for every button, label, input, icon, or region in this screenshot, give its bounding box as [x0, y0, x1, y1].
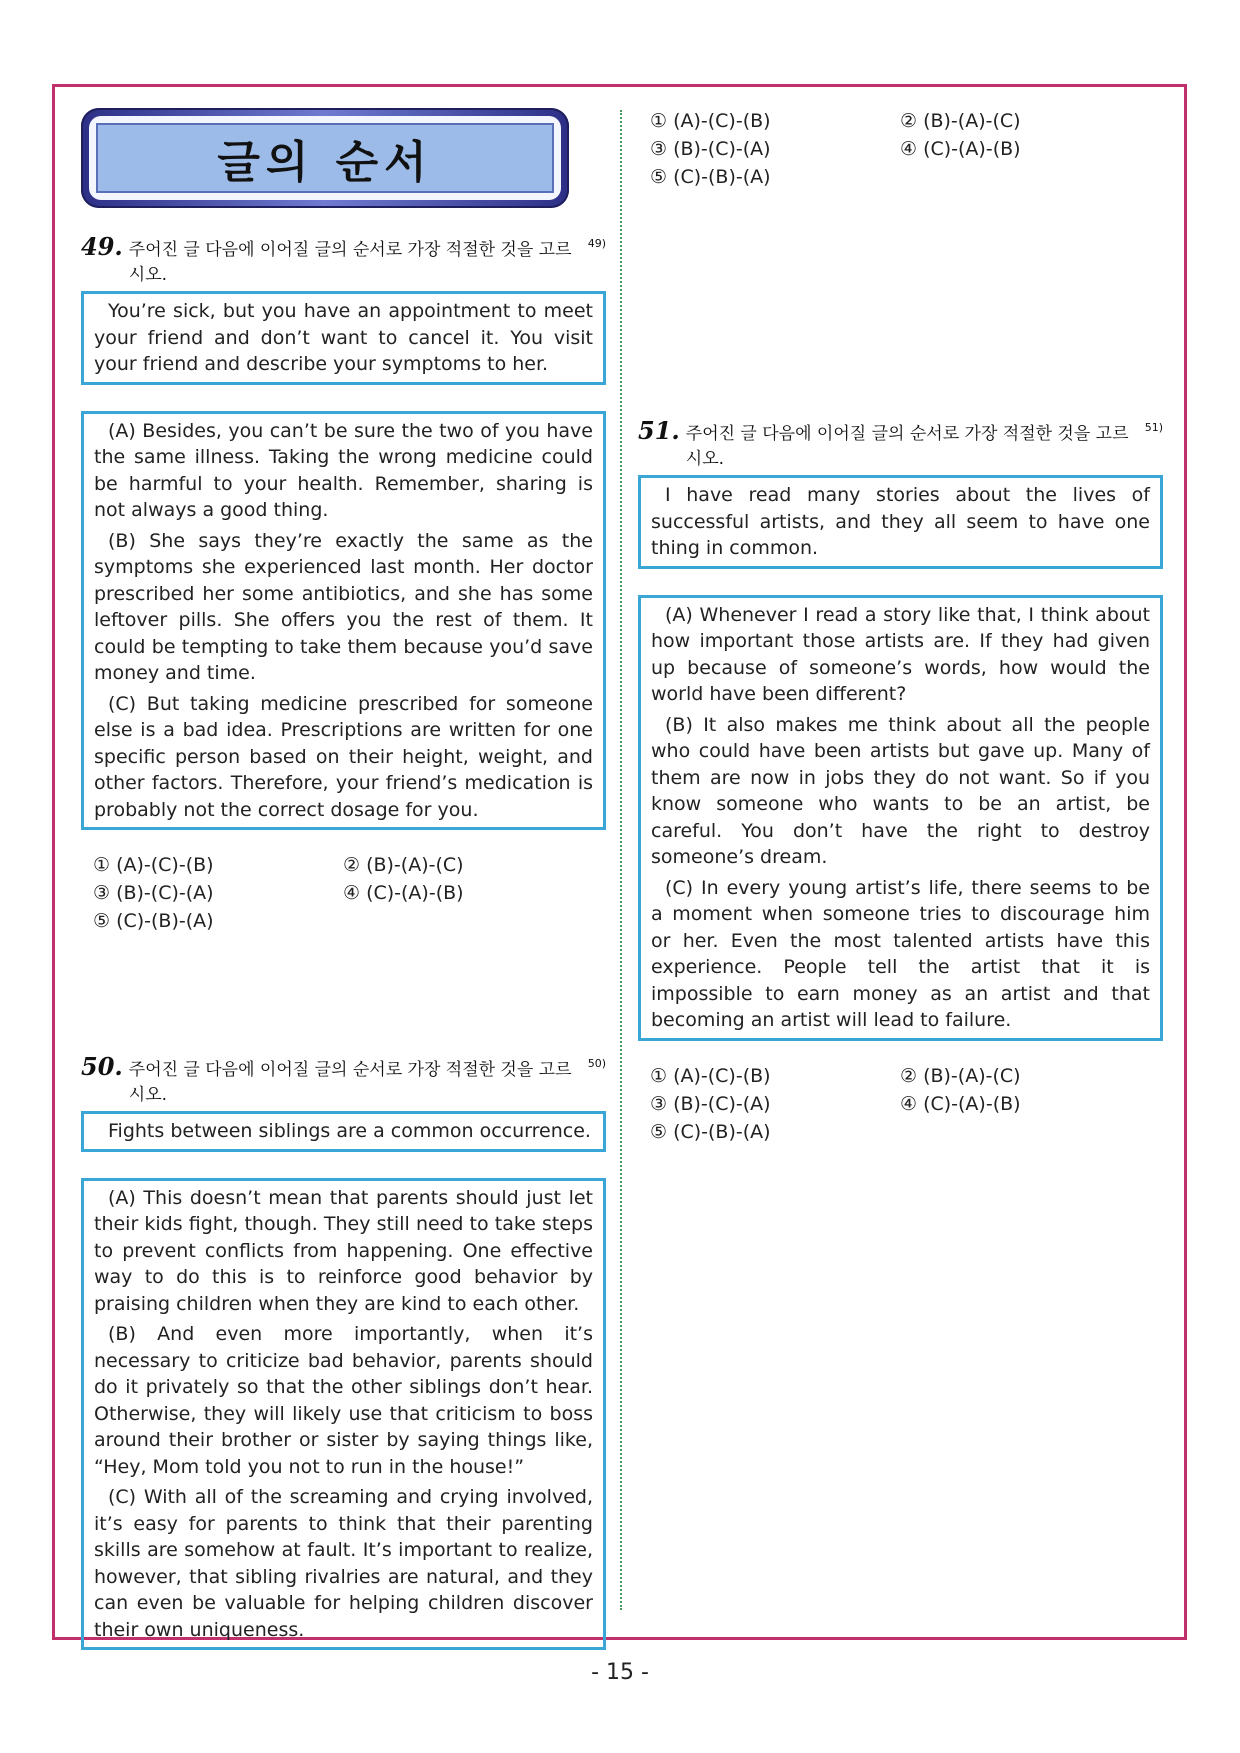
choice-3[interactable]: ③ (B)-(C)-(A) [93, 882, 214, 904]
question-number: 51. [638, 416, 680, 445]
paragraph-c: (C) But taking medicine prescribed for someone else is a bad idea. Prescriptions are written for one specific person based on their height, weight, and other factors. Therefore, your friend’s medication is probably not the correct dosage for you. [94, 692, 593, 821]
answer-choices-q51 [638, 1063, 1163, 1145]
choice-2[interactable]: ② (B)-(A)-(C) [900, 110, 1021, 132]
choice-5[interactable]: ⑤ (C)-(B)-(A) [650, 166, 771, 188]
right-column [638, 108, 1163, 1145]
section-title: 글의 순서 [96, 123, 554, 193]
choice-4[interactable]: ④ (C)-(A)-(B) [343, 882, 464, 904]
question-footnote-ref: 51) [1144, 421, 1163, 434]
choice-4[interactable]: ④ (C)-(A)-(B) [900, 1092, 1021, 1115]
left-column [81, 108, 606, 1650]
choice-4[interactable]: ④ (C)-(A)-(B) [900, 138, 1021, 160]
choice-1[interactable]: ① (A)-(C)-(B) [93, 854, 214, 876]
choice-5[interactable]: ⑤ (C)-(B)-(A) [93, 910, 214, 932]
column-divider [620, 110, 622, 1610]
choice-3[interactable]: ③ (B)-(C)-(A) [650, 138, 771, 160]
question-49-header [81, 232, 606, 285]
choice-1[interactable]: ① (A)-(C)-(B) [650, 1064, 771, 1087]
question-50-header [81, 1052, 606, 1105]
paragraph-c: (C) In every young artist’s life, there seems to be a moment when someone tries to discourage him or her. Even the most talented artists have this experience. People tell the artist that it is impossible to earn money as an artist and that becoming an artist will lead to failure. [651, 876, 1150, 1031]
question-51-header [638, 416, 1163, 469]
given-passage-text: Fights between siblings are a common occurrence. [108, 1120, 591, 1142]
question-instruction: 주어진 글 다음에 이어질 글의 순서로 가장 적절한 것을 고르시오. [685, 424, 1129, 469]
question-number: 50. [81, 1052, 123, 1081]
choice-2[interactable]: ② (B)-(A)-(C) [900, 1064, 1021, 1087]
question-instruction: 주어진 글 다음에 이어질 글의 순서로 가장 적절한 것을 고르시오. [128, 1060, 572, 1105]
answer-choices [81, 852, 606, 934]
choice-2[interactable]: ② (B)-(A)-(C) [343, 854, 464, 876]
choice-1[interactable]: ① (A)-(C)-(B) [650, 110, 771, 132]
question-footnote-ref: 49) [587, 237, 606, 250]
page-number: - 15 - [591, 1660, 649, 1685]
paragraph-a: (A) This doesn’t mean that parents should just let their kids fight, though. They still need to take steps to prevent conflicts from happening. One effective way to do this is to reinforce good behavior by praising children when they are kind to each other. [94, 1186, 593, 1315]
ordering-paragraphs [638, 595, 1163, 1041]
paragraph-a: (A) Whenever I read a story like that, I think about how important those artists are. If they had given up because of someone’s words, how would the world have been different? [651, 603, 1150, 705]
paragraph-a: (A) Besides, you can’t be sure the two of you have the same illness. Taking the wrong medicine could be harmful to your health. Remember, sharing is not always a good thing. [94, 419, 593, 521]
given-passage [81, 291, 606, 385]
given-passage [638, 475, 1163, 569]
ordering-paragraphs [81, 1178, 606, 1651]
section-title-banner [81, 108, 569, 208]
paragraph-c: (C) With all of the screaming and crying involved, it’s easy for parents to think that their parenting skills are somehow at fault. It’s important to realize, however, that sibling rivalries are natural, and they can even be valuable for helping children discover their own uniqueness. [94, 1486, 593, 1641]
choice-3[interactable]: ③ (B)-(C)-(A) [650, 1092, 771, 1115]
given-passage-text: I have read many stories about the lives of successful artists, and they all seem to have one thing in common. [651, 484, 1150, 559]
question-footnote-ref: 50) [587, 1057, 606, 1070]
paragraph-b: (B) She says they’re exactly the same as the symptoms she experienced last month. Her doctor prescribed her some antibiotics, and she has some leftover pills. She offers you the rest of them. It could be tempting to take them because you’d save money and time. [94, 529, 593, 684]
ordering-paragraphs [81, 411, 606, 831]
given-passage [81, 1111, 606, 1152]
question-number: 49. [81, 232, 123, 261]
paragraph-b: (B) It also makes me think about all the people who could have been artists but gave up. Many of them are now in jobs they do not want. So if you know someone who wants to be an artist, be careful. You don’t have the right to destroy someone’s dream. [651, 713, 1150, 868]
answer-choices-q50 [638, 108, 1163, 190]
choice-5[interactable]: ⑤ (C)-(B)-(A) [650, 1120, 771, 1143]
given-passage-text: You’re sick, but you have an appointment to meet your friend and don’t want to cancel it. You visit your friend and describe your symptoms to her. [94, 300, 593, 375]
paragraph-b: (B) And even more importantly, when it’s necessary to criticize bad behavior, parents should do it privately so that the other siblings don’t hear. Otherwise, they will likely use that criticism to boss around their brother or sister by saying things like, “Hey, Mom told you not to run in the house!” [94, 1323, 593, 1478]
question-instruction: 주어진 글 다음에 이어질 글의 순서로 가장 적절한 것을 고르시오. [128, 240, 572, 285]
